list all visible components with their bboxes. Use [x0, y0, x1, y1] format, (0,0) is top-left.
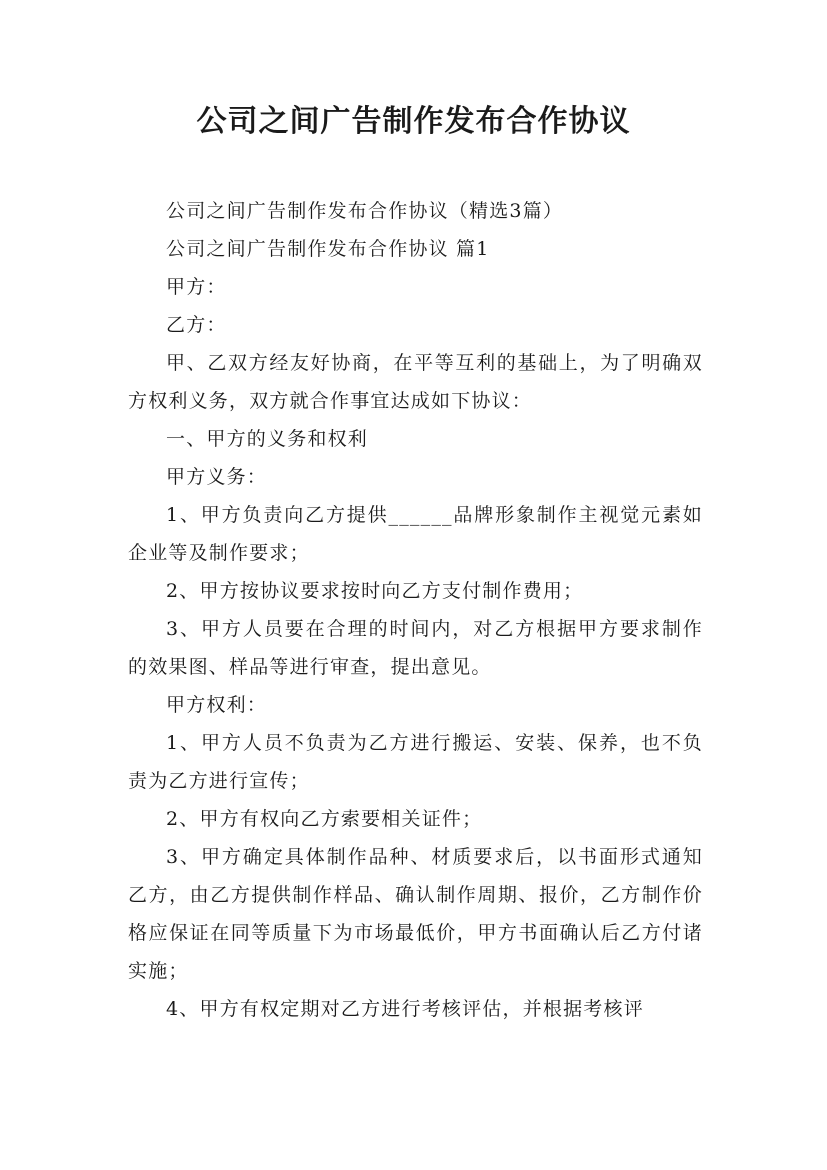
paragraph-section-heading: 公司之间广告制作发布合作协议 篇1: [166, 238, 490, 260]
paragraph-right-3: 3、甲方确定具体制作品种、材质要求后，以书面形式通知乙方，由乙方提供制作样品、确认制作周期、报价，乙方制作价格应保证在同等质量下为市场最低价，甲方书面确认后乙方付诸实施；: [128, 846, 703, 982]
paragraph-obligation-1: 1、甲方负责向乙方提供______品牌形象制作主视觉元素如企业等及制作要求；: [128, 504, 703, 564]
paragraph-obligation-2: 2、甲方按协议要求按时向乙方支付制作费用；: [166, 580, 584, 602]
paragraph-preamble: 甲、乙双方经友好协商，在平等互利的基础上，为了明确双方权利义务，双方就合作事宜达成如下协议：: [128, 352, 703, 412]
paragraph-obligation-3: 3、甲方人员要在合理的时间内，对乙方根据甲方要求制作的效果图、样品等进行审查，提出意见。: [128, 618, 703, 678]
paragraph-subtitle: 公司之间广告制作发布合作协议（精选3篇）: [166, 200, 564, 222]
paragraph-party-a: 甲方：: [166, 276, 227, 298]
paragraph-obligations-label: 甲方义务：: [166, 466, 268, 488]
paragraph-right-4: 4、甲方有权定期对乙方进行考核评估，并根据考核评: [166, 998, 644, 1020]
paragraph-right-1: 1、甲方人员不负责为乙方进行搬运、安装、保养，也不负责为乙方进行宣传；: [128, 732, 703, 792]
paragraph-rights-label: 甲方权利：: [166, 694, 268, 716]
document-title: 公司之间广告制作发布合作协议: [196, 104, 631, 139]
document-body: [128, 192, 703, 1028]
paragraph-right-2: 2、甲方有权向乙方索要相关证件；: [166, 808, 483, 830]
paragraph-party-b: 乙方：: [166, 314, 227, 336]
paragraph-clause-heading: 一、甲方的义务和权利: [166, 428, 369, 450]
